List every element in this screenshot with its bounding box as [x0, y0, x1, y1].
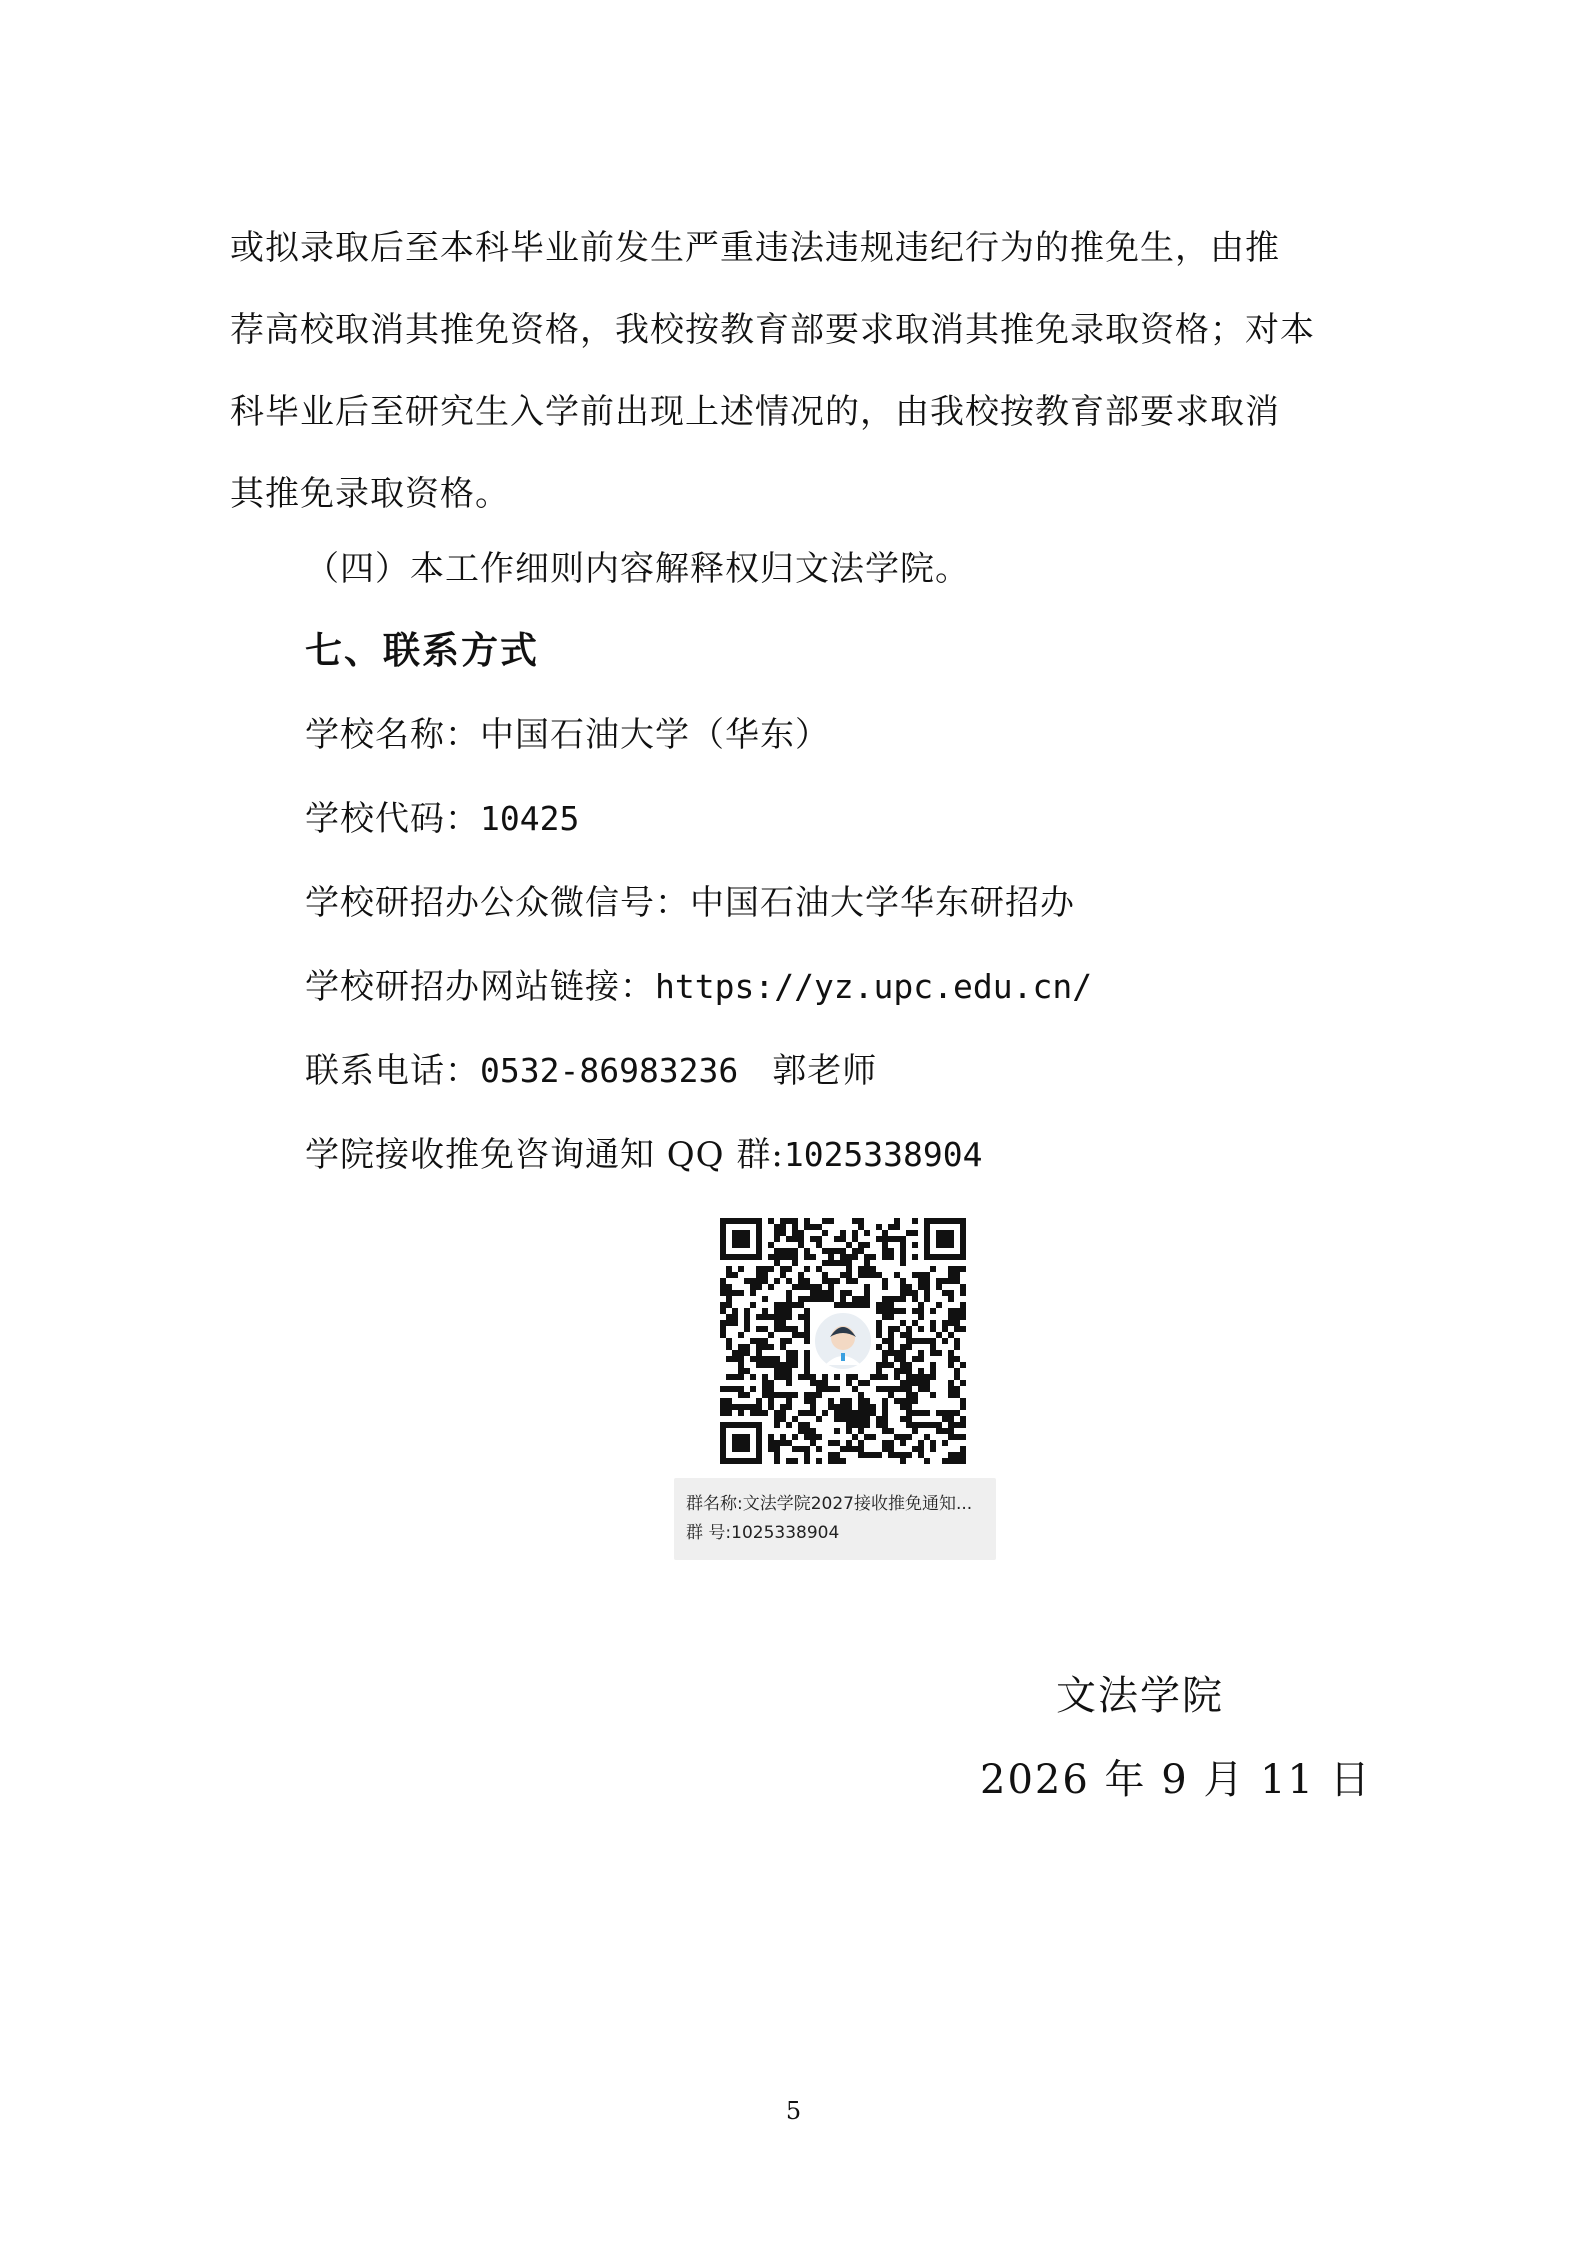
wechat-label: 学校研招办公众微信号： — [305, 883, 690, 923]
phone-contact: 郭老师 — [772, 1051, 878, 1091]
item-four: （四）本工作细则内容解释权归文法学院。 — [305, 549, 970, 589]
school-code-value: 10425 — [480, 799, 580, 838]
contact-heading: 七、联系方式 — [305, 629, 539, 672]
school-code-line — [305, 794, 579, 844]
school-name-value: 中国石油大学（华东） — [480, 715, 830, 755]
school-code-label: 学校代码： — [305, 799, 480, 839]
paragraph-line: 科毕业后至研究生入学前出现上述情况的，由我校按教育部要求取消 — [230, 392, 1280, 432]
page-number: 5 — [785, 2097, 802, 2125]
phone-label: 联系电话： — [305, 1051, 480, 1091]
signature-org: 文法学院 — [1056, 1673, 1224, 1719]
wechat-value: 中国石油大学华东研招办 — [690, 883, 1075, 923]
qr-code-image — [720, 1218, 966, 1464]
paragraph-line: 其推免录取资格。 — [230, 474, 510, 514]
qq-group-card — [674, 1478, 996, 1560]
qq-group-name: 群名称:文法学院2027接收推免通知... — [686, 1494, 973, 1514]
school-name-line — [305, 710, 830, 760]
paragraph-line: 荐高校取消其推免资格，我校按教育部要求取消其推免录取资格；对本 — [230, 310, 1315, 350]
paragraph-line: 或拟录取后至本科毕业前发生严重违法违规违纪行为的推免生，由推 — [230, 228, 1280, 268]
website-link[interactable]: https://yz.upc.edu.cn/ — [655, 967, 1093, 1006]
qq-value: 1025338904 — [783, 1135, 983, 1174]
phone-value: 0532-86983236 — [480, 1051, 739, 1090]
wechat-line — [305, 878, 1075, 928]
qr-code — [720, 1218, 966, 1464]
body-paragraph — [230, 207, 1365, 535]
signature-date: 2026 年 9 月 11 日 — [980, 1757, 1372, 1803]
phone-line — [305, 1046, 877, 1096]
qq-group-number: 群 号:1025338904 — [686, 1523, 840, 1543]
qq-label: 学院接收推免咨询通知 QQ 群: — [305, 1135, 784, 1175]
school-name-label: 学校名称： — [305, 715, 480, 755]
qq-line — [305, 1130, 983, 1180]
website-line — [305, 962, 1092, 1012]
website-label: 学校研招办网站链接： — [305, 967, 655, 1007]
